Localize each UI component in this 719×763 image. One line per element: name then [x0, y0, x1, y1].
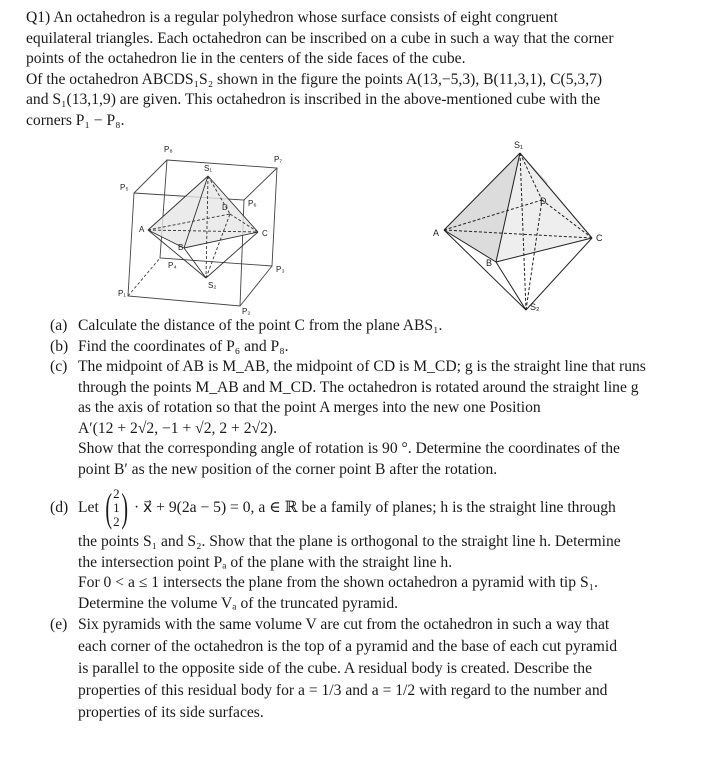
part-label: (b): [50, 337, 69, 355]
question-parts: [50, 316, 702, 724]
intro-line: corners P₁ − P₈.: [26, 111, 125, 129]
octahedron-shade: [148, 176, 258, 248]
vector-entry: 2: [113, 486, 120, 501]
vector-entry: 2: [113, 514, 120, 529]
part-line: as the axis of rotation so that the point A merges into the new one Position: [78, 399, 541, 416]
intro-line: Q1) An octahedron is a regular polyhedron whose surface consists of eight congruent: [26, 9, 558, 26]
part-line: Six pyramids with the same volume V are cut from the octahedron in such a way that: [78, 616, 610, 633]
label-a: A: [433, 228, 440, 238]
part-e: [50, 614, 702, 724]
label-s1: S₁: [204, 164, 213, 173]
part-line: properties of this residual body for a = 1/3 and a = 1/2 with regard to the number and: [78, 682, 608, 699]
label-p2: P₂: [242, 307, 251, 316]
label-p4: P₄: [168, 261, 177, 270]
label-d: D: [222, 203, 228, 212]
part-line: Find the coordinates of P₆ and P₈.: [78, 337, 289, 355]
part-line: Calculate the distance of the point C from the plane ABS₁.: [78, 317, 443, 334]
part-line: through the points M_AB and M_CD. The octahedron is rotated around the straight line g: [78, 378, 639, 396]
label-c: C: [262, 229, 268, 238]
intro-line: points of the octahedron lie in the centers of the side faces of the cube.: [26, 50, 466, 67]
part-line: point B′ as the new position of the corner point B after the rotation.: [78, 460, 498, 478]
label-s1: S₁: [514, 140, 524, 150]
label-b: B: [486, 258, 493, 268]
part-line: For 0 < a ≤ 1 intersects the plane from the shown octahedron a pyramid with tip S₁.: [78, 574, 598, 591]
part-a: [50, 316, 702, 337]
question-intro: [26, 8, 702, 131]
part-d-first-line: [78, 484, 702, 532]
part-b: [50, 337, 702, 358]
label-p3: P₃: [276, 265, 285, 274]
part-line: Determine the volume Vₐ of the truncated pyramid.: [78, 594, 399, 612]
label-p1: P₁: [118, 289, 127, 298]
column-vector: ( 2 1 2 ): [105, 485, 128, 530]
label-a: A: [139, 225, 145, 234]
octahedron-figure: [430, 138, 610, 318]
cube-octahedron-figure: [112, 138, 312, 318]
part-label: (d): [50, 499, 69, 516]
part-lead: Let: [78, 498, 99, 516]
label-s2: S₂: [208, 281, 217, 290]
part-line: properties of its side surfaces.: [78, 704, 264, 721]
part-line: · x⃗ + 9(2a − 5) = 0, a ∈ ℝ be a family of planes; h is the straight line through: [133, 498, 616, 516]
intro-line: and S₁(13,1,9) are given. This octahedron is inscribed in the above-mentioned cube with the: [26, 91, 601, 108]
label-b: B: [178, 243, 184, 252]
part-label: (a): [50, 317, 68, 334]
part-line: Show that the corresponding angle of rotation is 90 °. Determine the coordinates of the: [78, 440, 620, 457]
part-line: the points S₁ and S₂. Show that the plane is orthogonal to the straight line h. Determine: [78, 533, 621, 550]
part-c: [50, 357, 702, 480]
label-p8: P₈: [164, 145, 173, 154]
part-line: the intersection point Pₐ of the plane with the straight line h.: [78, 553, 453, 571]
intro-line: equilateral triangles. Each octahedron can be inscribed on a cube in such a way that the corner: [26, 29, 614, 47]
part-label: (c): [50, 358, 68, 375]
part-label: (e): [50, 616, 68, 633]
label-c: C: [596, 233, 603, 243]
label-p5: P₅: [120, 183, 129, 192]
part-d: [50, 484, 702, 614]
part-line: is parallel to the opposite side of the cube. A residual body is created. Describe the: [78, 660, 593, 677]
intro-line: Of the octahedron ABCDS₁S₂ shown in the figure the points A(13,−5,3), B(11,3,1), C(5,3,7): [26, 70, 603, 88]
vector-entry: 1: [113, 500, 120, 515]
label-d: D: [540, 196, 547, 206]
label-s2: S₂: [530, 302, 540, 312]
part-line: A′(12 + 2√2, −1 + √2, 2 + 2√2).: [78, 419, 277, 437]
part-line: The midpoint of AB is M_AB, the midpoint of CD is M_CD; g is the straight line that runs: [78, 358, 646, 375]
label-p6: P₆: [248, 199, 257, 208]
part-line: each corner of the octahedron is the top of a pyramid and the base of each cut pyramid: [78, 638, 618, 655]
label-p7: P₇: [274, 155, 283, 164]
